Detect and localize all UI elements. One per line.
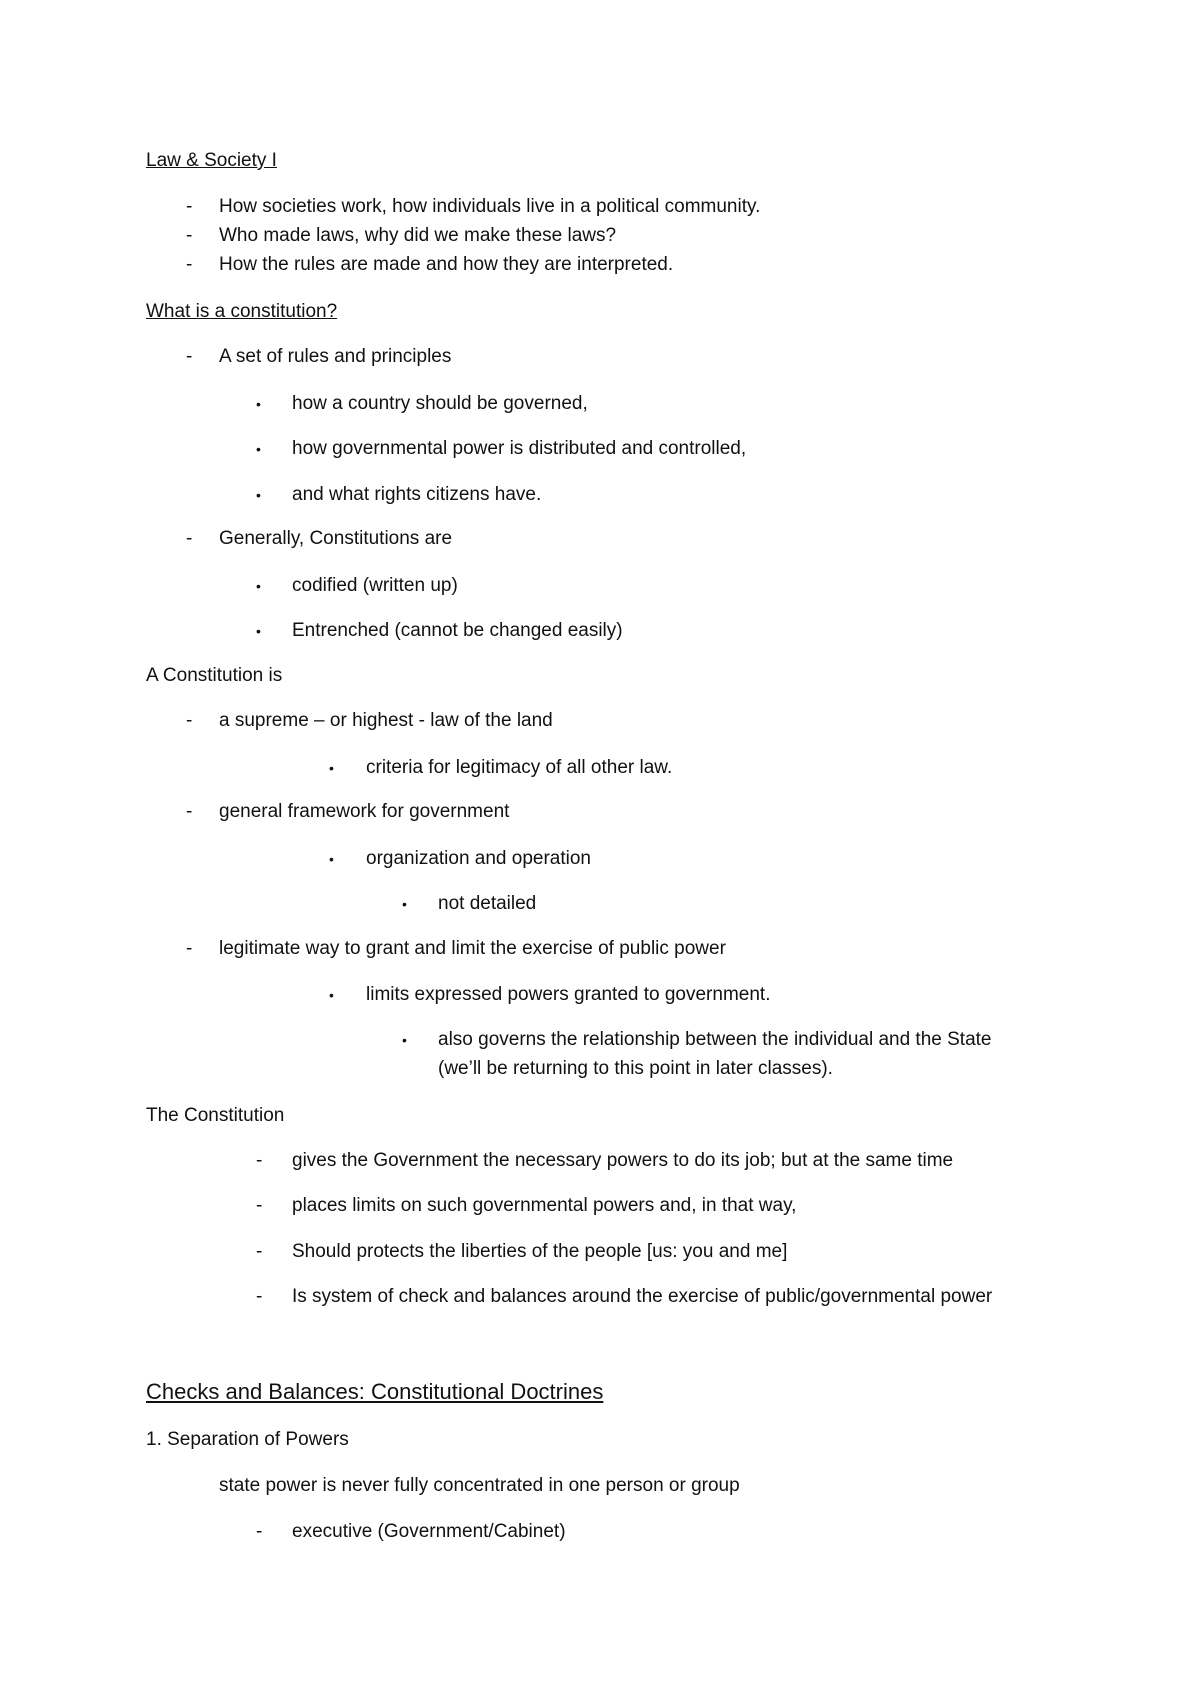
list-subitem: Entrenched (cannot be changed easily) xyxy=(292,620,623,641)
list-subitem: criteria for legitimacy of all other law. xyxy=(366,757,673,778)
list-item: A set of rules and principles xyxy=(219,346,452,367)
bullet-marker: • xyxy=(256,396,261,412)
bullet-marker: • xyxy=(256,441,261,457)
dash-marker: - xyxy=(256,1521,263,1542)
list-item: a supreme – or highest - law of the land xyxy=(219,710,553,731)
bullet-marker: • xyxy=(256,578,261,594)
dash-marker: - xyxy=(186,346,193,367)
list-item: Generally, Constitutions are xyxy=(219,528,453,549)
list-item: places limits on such governmental powers and, in that way, xyxy=(292,1195,797,1216)
section-heading: The Constitution xyxy=(146,1105,285,1126)
bullet-marker: • xyxy=(329,760,334,776)
bullet-marker: • xyxy=(329,987,334,1003)
intro-item: How societies work, how individuals live in a political community. xyxy=(219,196,761,217)
list-subitem: how a country should be governed, xyxy=(292,393,588,414)
dash-marker: - xyxy=(186,710,193,731)
bullet-marker: • xyxy=(256,623,261,639)
dash-marker: - xyxy=(256,1150,263,1171)
bullet-marker: • xyxy=(402,1032,407,1048)
list-subsubitem-continued: (we’ll be returning to this point in later classes). xyxy=(438,1058,833,1079)
bullet-marker: • xyxy=(256,487,261,503)
list-item: executive (Government/Cabinet) xyxy=(292,1521,566,1542)
dash-marker: - xyxy=(186,196,193,217)
paragraph: state power is never fully concentrated in one person or group xyxy=(219,1475,740,1496)
bullet-marker: • xyxy=(402,896,407,912)
list-item: Is system of check and balances around the exercise of public/governmental power xyxy=(292,1286,993,1307)
bullet-marker: • xyxy=(329,851,334,867)
dash-marker: - xyxy=(186,254,193,275)
list-subsubitem: also governs the relationship between the individual and the State xyxy=(438,1029,992,1050)
list-subitem: organization and operation xyxy=(366,848,592,869)
dash-marker: - xyxy=(256,1286,263,1307)
intro-item: How the rules are made and how they are interpreted. xyxy=(219,254,674,275)
list-item: Should protects the liberties of the people [us: you and me] xyxy=(292,1241,788,1262)
subsection-heading: 1. Separation of Powers xyxy=(146,1429,349,1450)
dash-marker: - xyxy=(186,225,193,246)
section-heading: A Constitution is xyxy=(146,665,283,686)
section-heading: What is a constitution? xyxy=(146,301,338,322)
list-item: legitimate way to grant and limit the exercise of public power xyxy=(219,938,726,959)
dash-marker: - xyxy=(186,528,193,549)
doc-title: Law & Society I xyxy=(146,150,277,171)
dash-marker: - xyxy=(186,801,193,822)
list-subsubitem: not detailed xyxy=(438,893,537,914)
list-item: general framework for government xyxy=(219,801,510,822)
list-subitem: and what rights citizens have. xyxy=(292,484,542,505)
major-heading: Checks and Balances: Constitutional Doctrines xyxy=(146,1379,604,1404)
intro-item: Who made laws, why did we make these laws? xyxy=(219,225,617,246)
dash-marker: - xyxy=(256,1195,263,1216)
list-item: gives the Government the necessary powers to do its job; but at the same time xyxy=(292,1150,954,1171)
list-subitem: codified (written up) xyxy=(292,575,458,596)
list-subitem: how governmental power is distributed and controlled, xyxy=(292,438,747,459)
dash-marker: - xyxy=(256,1241,263,1262)
list-subitem: limits expressed powers granted to government. xyxy=(366,984,771,1005)
dash-marker: - xyxy=(186,938,193,959)
